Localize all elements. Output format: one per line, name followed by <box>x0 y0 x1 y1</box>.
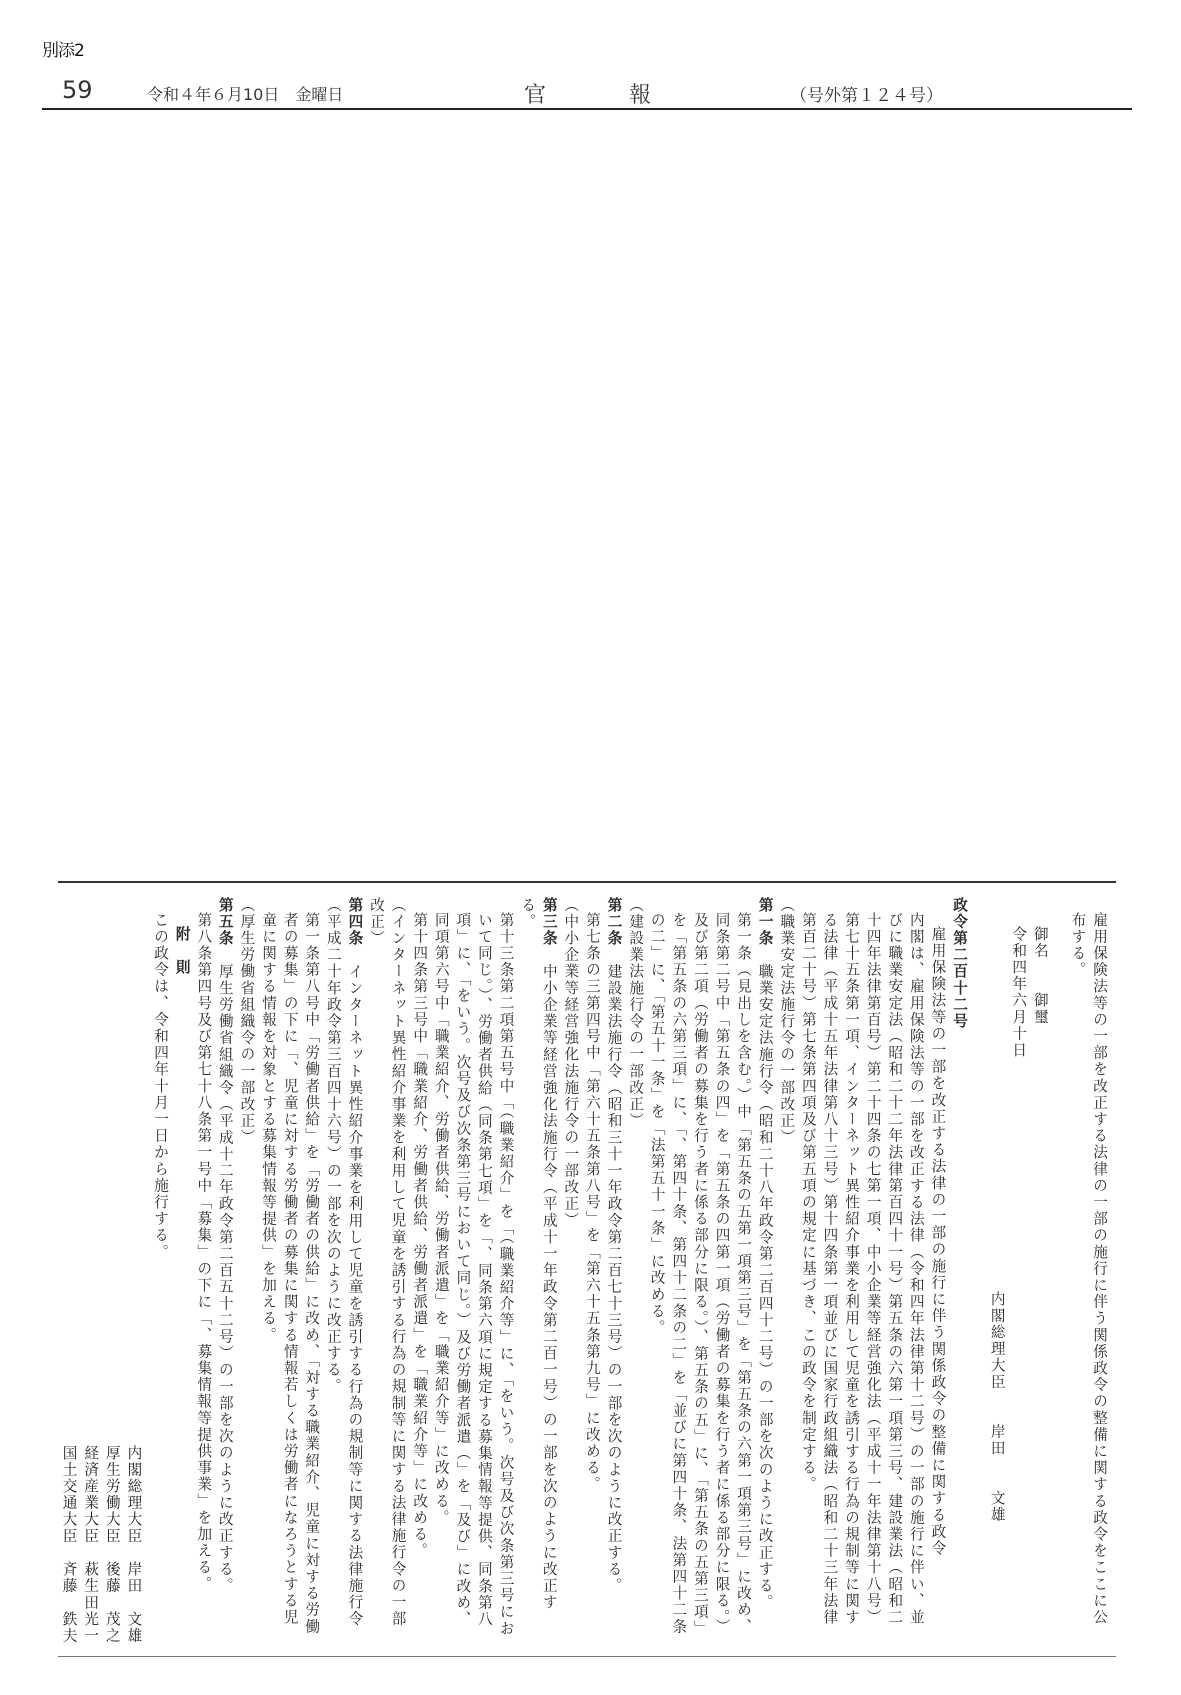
minister-title: 経済産業大臣 <box>82 1444 100 1545</box>
issue-number: （号外第１２４号） <box>790 86 943 106</box>
article-5-body: 第八条第四号及び第七十八条第一号中「募集」の下に「、募集情報等提供事業」を加える。 <box>195 911 213 1593</box>
article-2-caption: （建設業法施行令の一部改正） <box>627 897 645 1130</box>
supplementary-text: この政令は、令和四年十月一日から施行する。 <box>152 911 170 1261</box>
imperial-seal: 御名 御璽 <box>1031 926 1049 1026</box>
article-5-caption: （厚生労働省組織令の一部改正） <box>238 897 256 1146</box>
article-4-lead: インターネット異性紹介事業を利用して児童を誘引する行為の規制等に関する法律施行令（平成二十年政令第三百四十六号）の一部を次のように改正する。 <box>324 897 364 1628</box>
minister-name: 後藤 茂之 <box>103 1561 121 1644</box>
article-2-lead: 建設業法施行令（昭和三十一年政令第二百七十三号）の一部を次のように改正する。 <box>605 963 623 1595</box>
minister-3 <box>80 1445 102 1644</box>
supplementary-label: 附 則 <box>173 926 191 976</box>
article-3-label: 第三条 <box>540 897 558 947</box>
article-4-label: 第四条 <box>346 897 364 947</box>
promulgation-date: 令和四年六月十日 <box>1010 926 1028 1059</box>
minister-signatures <box>58 1445 144 1644</box>
article-1-lead: 職業安定法施行令（昭和二十八年政令第二百四十二号）の一部を次のように改正する。 <box>756 963 774 1611</box>
promulgation-text: 雇用保険法等の一部を改正する法律の一部の施行に伴う関係政令の整備に関する政令をここに公布する。 <box>1069 911 1108 1626</box>
article-3-body: 第十三条第二項第五号中「（職業紹介」を「（職業紹介等」に、「をいう。次号及び次条第三号において同じ。）、労働者供給（同条第七項」を「、同条第六項に規定する募集情報等提供、同条第八項」に、「をいう。次号及び次条第三号において同じ。）及び労働者派遣（」を「及び」に改め、同項第六号中「職業紹介、労働者供給、労働者派遣」を「職業紹介等」に改める。 <box>432 911 515 1637</box>
article-5-label: 第五条 <box>216 897 234 947</box>
ordinance-body <box>58 881 1116 1657</box>
minister-title: 厚生労働大臣 <box>103 1444 121 1545</box>
article-4-caption: （インターネット異性紹介事業を利用して児童を誘引する行為の規制等に関する法律施行令の一部改正） <box>368 897 407 1628</box>
page-number: 59 <box>62 76 93 104</box>
ordinance-number: 政令第二百十二号 <box>951 897 969 1030</box>
minister-name: 萩生田光一 <box>82 1561 100 1644</box>
minister-title: 内閣総理大臣 <box>125 1444 143 1545</box>
minister-name: 斉藤 鉄夫 <box>60 1561 78 1644</box>
article-1-body: 第一条（見出しを含む。）中「第五条の五第一項第三号」を「第五条の六第一項第三号」に改め、同条第二号中「第五条の四」を「第五条の四第一項（労働者の募集を行う者に係る部分に限る。）及び第二項（労働者の募集を行う者に係る部分に限る。）、第五条の五」に、「第五条の五第三項」を「第五条の六第三項」に、「、第四十条、第四十二条の二」を「並びに第四十条、法第四十二条の二」に、「第五十一条」を「法第五十一条」に改める。 <box>648 911 753 1637</box>
article-1 <box>754 897 776 1637</box>
article-1-caption: （職業安定法施行令の一部改正） <box>778 897 796 1146</box>
ordinance-preamble: 内閣は、雇用保険法等の一部を改正する法律（令和四年法律第十二号）の一部の施行に伴い、並びに職業安定法（昭和二十二年法律第百四十一号）第五条の六第一項第三号、建設業法（昭和二十四年法律第百号）第二十四条の七第一項、中小企業等経営強化法（平成十一年法律第十八号）第七十五条第一項、インターネット異性紹介事業を利用して児童を誘引する行為の規制等に関する法律（平成十五年法律第八十三号）第十四条第一項並びに国家行政組織法（昭和二十三年法律第百二十号）第七条第四項及び第五項の規定に基づき、この政令を制定する。 <box>799 911 925 1626</box>
gazette-title-left: 官 <box>524 83 547 108</box>
article-1-label: 第一条 <box>756 897 774 947</box>
article-4-body: 第一条第八号中「労働者供給」を「労働者の供給」に改め、「対する職業紹介、児童に対する労働者の募集」の下に「、児童に対する労働者の募集に関する情報若しくは労働者になろうとする児童に関する情報を対象とする募集情報等提供」を加える。 <box>260 911 321 1635</box>
minister-1 <box>123 1445 145 1644</box>
minister-title: 国土交通大臣 <box>60 1444 78 1545</box>
article-2-body: 第七条の三第四号中「第六十五条第八号」を「第六十五条第九号」に改める。 <box>583 911 601 1493</box>
issue-date: 令和４年６月10日 金曜日 <box>147 85 344 104</box>
article-2 <box>603 897 625 1637</box>
article-3-body-2: 第十四条第三号中「職業紹介、労働者供給、労働者派遣」を「職業紹介等」に改める。 <box>411 911 429 1559</box>
article-2-label: 第二条 <box>605 897 623 947</box>
minister-4 <box>58 1445 80 1644</box>
minister-2 <box>101 1445 123 1644</box>
ordinance-title: 雇用保険法等の一部を改正する法律の一部の施行に伴う関係政令の整備に関する政令 <box>929 926 947 1557</box>
minister-name: 岸田 文雄 <box>125 1561 143 1644</box>
article-3 <box>517 897 560 1637</box>
gazette-header <box>42 74 1132 110</box>
promulgation-signer: 内閣総理大臣 岸田 文雄 <box>988 1291 1006 1524</box>
article-5-lead: 厚生労働省組織令（平成十二年政令第二百五十二号）の一部を次のように改正する。 <box>216 963 234 1595</box>
vertical-text-columns <box>149 897 1110 1637</box>
article-3-lead: 中小企業等経営強化法施行令（平成十一年政令第二百一号）の一部を次のように改正する。 <box>519 897 558 1611</box>
article-5 <box>214 897 236 1637</box>
attachment-label: 別添2 <box>42 41 84 61</box>
article-4 <box>322 897 365 1637</box>
gazette-title-right: 報 <box>629 83 652 108</box>
article-3-caption: （中小企業等経営強化法施行令の一部改正） <box>562 897 580 1229</box>
